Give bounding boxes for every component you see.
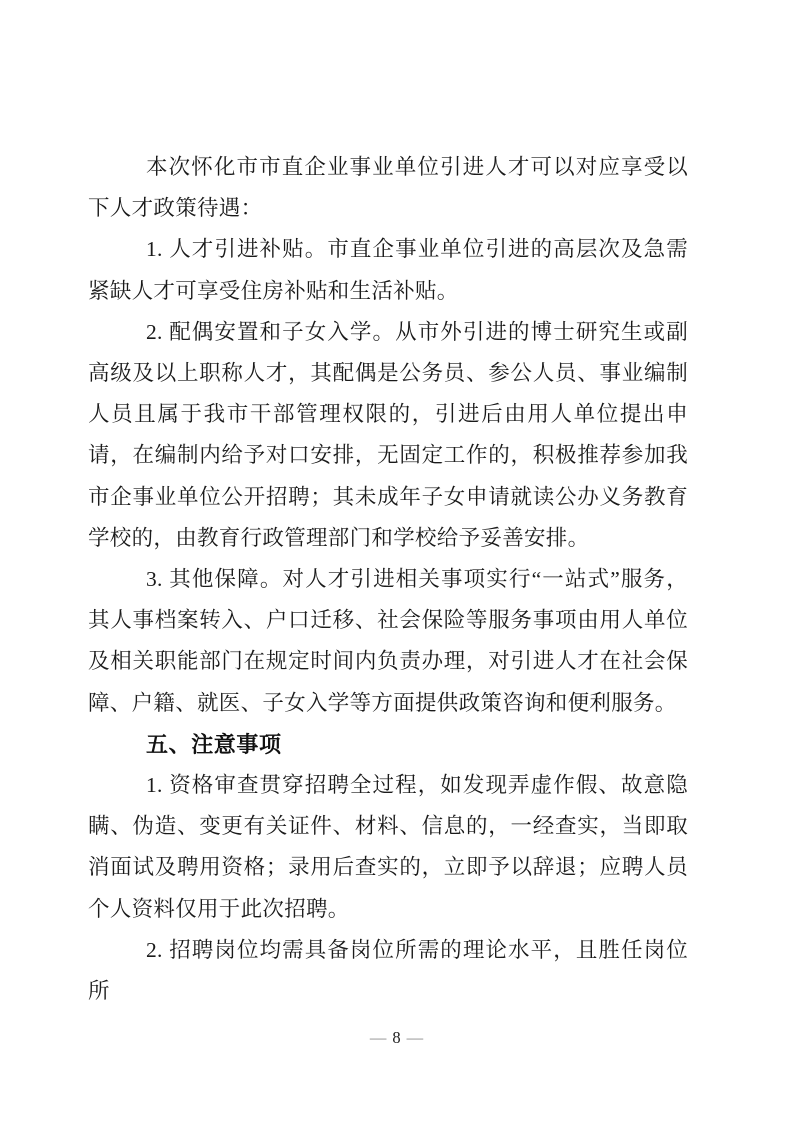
paragraph: 本次怀化市市直企业事业单位引进人才可以对应享受以下人才政策待遇： [88, 155, 688, 221]
document-content [88, 147, 688, 1012]
paragraph: 1. 资格审查贯穿招聘全过程，如发现弄虚作假、故意隐瞒、伪造、变更有关证件、材料、信息的，一经查实，当即取消面试及聘用资格；录用后查实的，立即予以辞退；应聘人员个人资料仅用于此次招聘。 [88, 773, 688, 921]
paragraph: 2. 配偶安置和子女入学。从市外引进的博士研究生或副高级及以上职称人才，其配偶是公务员、参公人员、事业编制人员且属于我市干部管理权限的，引进后由用人单位提出申请，在编制内给予对口安排，无固定工作的，积极推荐参加我市企事业单位公开招聘；其未成年子女申请就读公办义务教育学校的，由教育行政管理部门和学校给予妥善安排。 [88, 319, 688, 550]
page-number-right-dash: — [406, 1028, 424, 1047]
paragraph: 3. 其他保障。对人才引进相关事项实行“一站式”服务，其人事档案转入、户口迁移、社会保险等服务事项由用人单位及相关职能部门在规定时间内负责办理，对引进人才在社会保障、户籍、就医、子女入学等方面提供政策咨询和便利服务。 [88, 567, 688, 715]
paragraph: 1. 人才引进补贴。市直企事业单位引进的高层次及急需紧缺人才可享受住房补贴和生活补贴。 [88, 237, 688, 303]
page-number-left-dash: — [369, 1028, 387, 1047]
paragraph: 2. 招聘岗位均需具备岗位所需的理论水平，且胜任岗位所 [88, 937, 688, 1004]
page-footer [0, 1028, 793, 1048]
page-number: 8 [392, 1028, 401, 1047]
section-heading: 五、注意事项 [146, 731, 282, 757]
